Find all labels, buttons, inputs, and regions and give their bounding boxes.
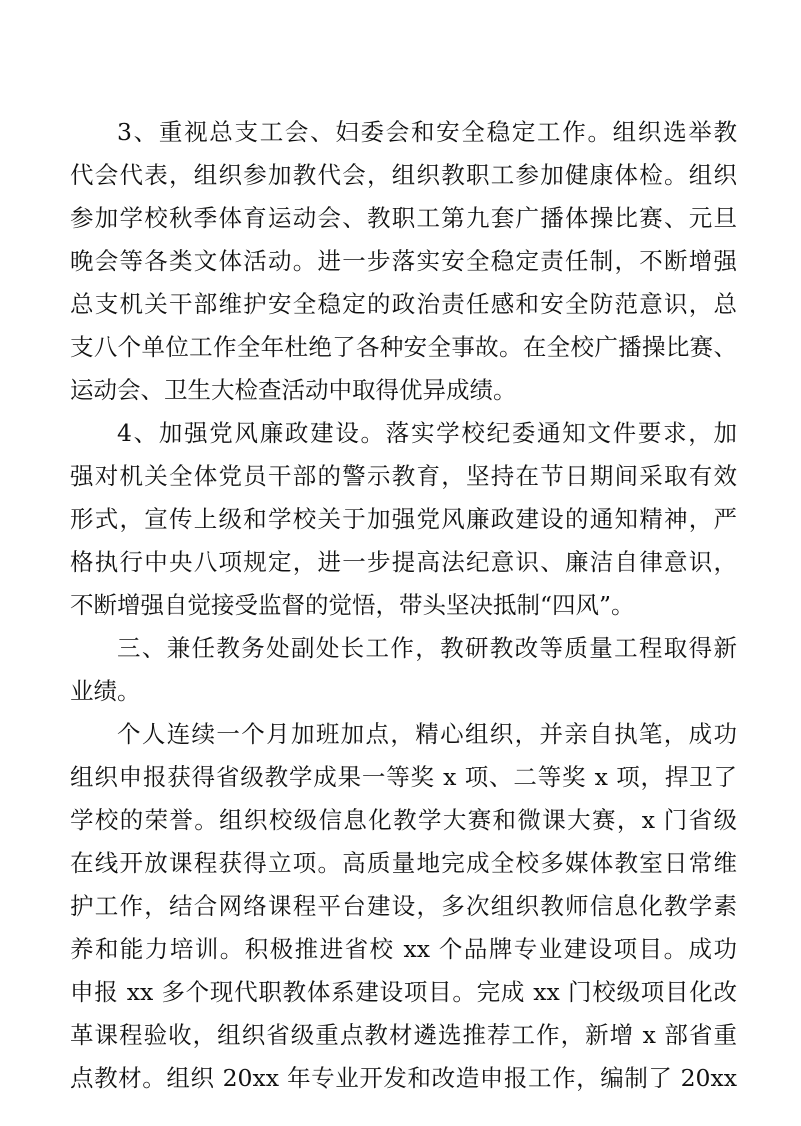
section-heading-line: 业绩。 <box>70 677 141 705</box>
paragraph-line: 在线开放课程获得立项。高质量地完成全校多媒体教室日常维 <box>70 849 737 877</box>
paragraph-line: 格执行中央八项规定，进一步提高法纪意识、廉洁自律意识， <box>70 548 737 576</box>
paragraph-line: 个人连续一个月加班加点，精心组织，并亲自执笔，成功 <box>117 720 737 748</box>
paragraph-line: 3、重视总支工会、妇委会和安全稳定工作。组织选举教 <box>117 118 737 146</box>
section-heading-line: 三、兼任教务处副处长工作，教研教改等质量工程取得新 <box>117 634 737 662</box>
paragraph-line: 申报 xx 多个现代职教体系建设项目。完成 xx 门校级项目化改 <box>70 978 737 1006</box>
paragraph-line: 代会代表，组织参加教代会，组织教职工参加健康体检。组织 <box>70 161 737 189</box>
paragraph-line: 学校的荣誉。组织校级信息化教学大赛和微课大赛，x 门省级 <box>70 806 737 834</box>
paragraph-line: 组织申报获得省级教学成果一等奖 x 项、二等奖 x 项，捍卫了 <box>70 763 737 791</box>
paragraph-line: 革课程验收，组织省级重点教材遴选推荐工作，新增 x 部省重 <box>70 1021 737 1049</box>
paragraph-line: 点教材。组织 20xx 年专业开发和改造申报工作，编制了 20xx <box>70 1064 737 1092</box>
paragraph-line: 形式，宣传上级和学校关于加强党风廉政建设的通知精神，严 <box>70 505 737 533</box>
paragraph-line: 运动会、卫生大检查活动中取得优异成绩。 <box>70 376 517 404</box>
paragraph-line: 养和能力培训。积极推进省校 xx 个品牌专业建设项目。成功 <box>70 935 737 963</box>
paragraph-line: 4、加强党风廉政建设。落实学校纪委通知文件要求，加 <box>117 419 737 447</box>
paragraph-line: 支八个单位工作全年杜绝了各种安全事故。在全校广播操比赛、 <box>70 333 737 361</box>
paragraph-line: 不断增强自觉接受监督的觉悟，带头坚决抵制“四风”。 <box>70 591 635 619</box>
paragraph-line: 强对机关全体党员干部的警示教育，坚持在节日期间采取有效 <box>70 462 737 490</box>
paragraph-line: 护工作，结合网络课程平台建设，多次组织教师信息化教学素 <box>70 892 737 920</box>
paragraph-line: 晚会等各类文体活动。进一步落实安全稳定责任制，不断增强 <box>70 247 737 275</box>
paragraph-line: 总支机关干部维护安全稳定的政治责任感和安全防范意识，总 <box>70 290 737 318</box>
paragraph-line: 参加学校秋季体育运动会、教职工第九套广播体操比赛、元旦 <box>70 204 737 232</box>
